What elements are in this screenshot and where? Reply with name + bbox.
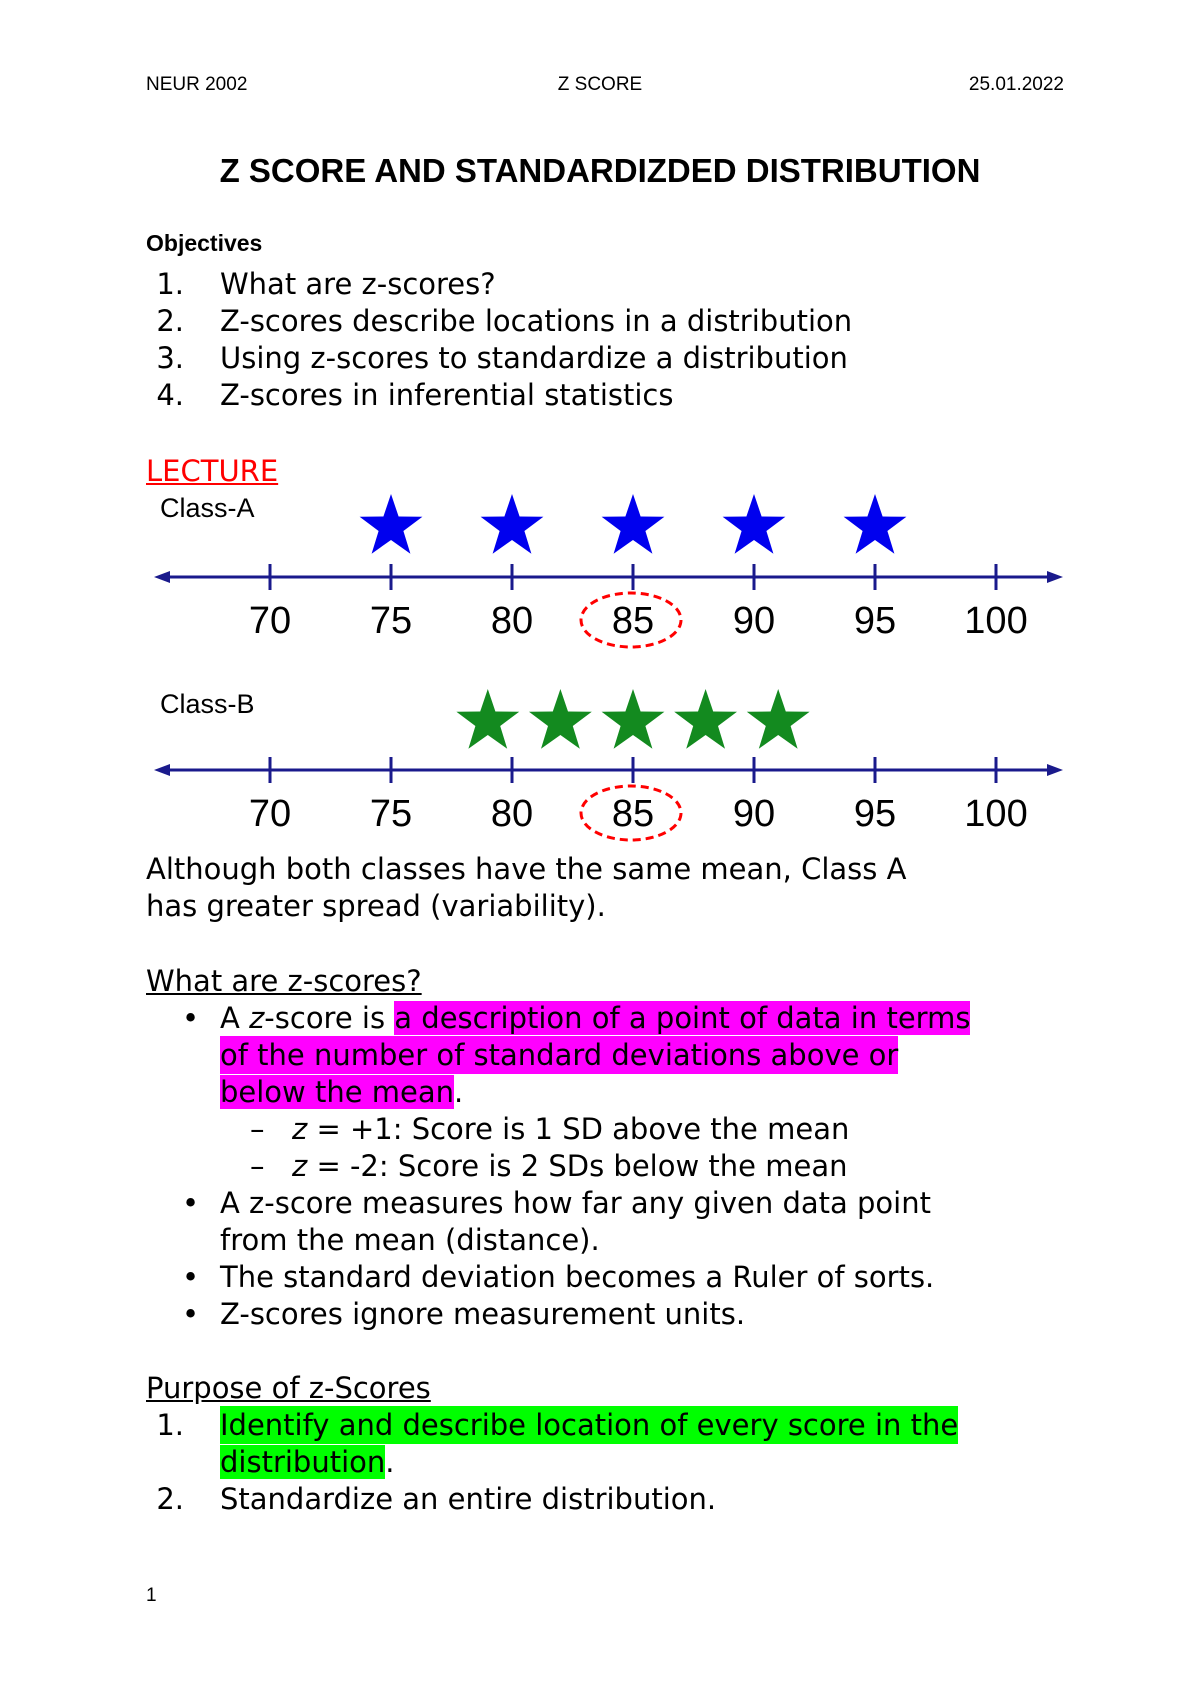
bullet-glyph: •	[182, 1186, 200, 1220]
tick-label: 95	[853, 793, 897, 835]
axis-arrow-right	[1047, 764, 1063, 776]
score-star-icon	[602, 494, 665, 554]
header-date: 25.01.2022	[968, 74, 1064, 95]
objective-number: 2.	[156, 304, 184, 338]
score-star-icon	[529, 689, 592, 749]
bullet-text: The standard deviation becomes a Ruler of sorts.	[220, 1260, 935, 1294]
tick-label: 100	[964, 793, 1028, 835]
tick-label: 85	[611, 793, 655, 835]
tick-label: 80	[490, 793, 534, 835]
zscores-heading: What are z-scores?	[146, 964, 422, 998]
highlighted-purpose: Identify and describe location of every score in the	[220, 1408, 959, 1442]
bullet-glyph: •	[182, 1001, 200, 1035]
bullet-text: from the mean (distance).	[220, 1223, 600, 1257]
bullet-text: -score is	[264, 1001, 395, 1035]
class-label: Class-A	[160, 493, 255, 523]
highlighted-definition: of the number of standard deviations above or	[220, 1038, 899, 1072]
tick-label: 85	[611, 600, 655, 642]
dash-glyph: –	[250, 1149, 265, 1183]
z-symbol: z	[292, 1112, 308, 1146]
sub-bullet-text: = -2: Score is 2 SDs below the mean	[307, 1149, 848, 1183]
purpose-heading: Purpose of z-Scores	[146, 1371, 431, 1405]
objective-text: Z-scores in inferential statistics	[220, 378, 674, 412]
highlighted-definition: a description of a point of data in terms	[394, 1001, 971, 1035]
objective-number: 3.	[156, 341, 184, 375]
purpose-text: .	[385, 1445, 395, 1479]
score-star-icon	[723, 494, 786, 554]
bullet-glyph: •	[182, 1297, 200, 1331]
score-star-icon	[456, 689, 519, 749]
highlighted-definition: below the mean	[220, 1075, 455, 1109]
tick-label: 70	[248, 600, 292, 642]
score-star-icon	[602, 689, 665, 749]
z-symbol: z	[249, 1001, 265, 1035]
objective-text: Using z-scores to standardize a distribution	[220, 341, 848, 375]
summary-line: Although both classes have the same mean, Class A	[146, 852, 907, 886]
objective-text: What are z-scores?	[220, 267, 496, 301]
purpose-number: 1.	[156, 1408, 184, 1442]
score-star-icon	[674, 689, 737, 749]
tick-label: 75	[369, 793, 413, 835]
summary-line: has greater spread (variability).	[146, 889, 606, 923]
score-star-icon	[360, 494, 423, 554]
bullet-text: A z-score measures how far any given data point	[220, 1186, 931, 1220]
purpose-number: 2.	[156, 1482, 184, 1516]
sub-bullet-text: = +1: Score is 1 SD above the mean	[307, 1112, 850, 1146]
page-number: 1	[146, 1585, 157, 1606]
class-label: Class-B	[160, 689, 255, 719]
axis-arrow-left	[154, 764, 170, 776]
tick-label: 90	[732, 600, 776, 642]
bullet-glyph: •	[182, 1260, 200, 1294]
dash-glyph: –	[250, 1112, 265, 1146]
header-topic: Z SCORE	[557, 74, 643, 95]
purpose-text: Standardize an entire distribution.	[220, 1482, 717, 1516]
document-title: Z SCORE AND STANDARDIZDED DISTRIBUTION	[219, 152, 981, 189]
z-symbol: z	[292, 1149, 308, 1183]
tick-label: 70	[248, 793, 292, 835]
objective-text: Z-scores describe locations in a distribution	[220, 304, 853, 338]
axis-arrow-right	[1047, 571, 1063, 583]
class-comparison-figure	[150, 490, 1070, 850]
objective-number: 1.	[156, 267, 184, 301]
bullet-text: Z-scores ignore measurement units.	[220, 1297, 746, 1331]
tick-label: 75	[369, 600, 413, 642]
axis-arrow-left	[154, 571, 170, 583]
tick-label: 95	[853, 600, 897, 642]
objectives-heading: Objectives	[146, 230, 263, 256]
score-star-icon	[481, 494, 544, 554]
tick-label: 90	[732, 793, 776, 835]
score-star-icon	[747, 689, 810, 749]
header-course-code: NEUR 2002	[146, 74, 248, 95]
bullet-text: A	[220, 1001, 250, 1035]
lecture-label: LECTURE	[146, 454, 279, 488]
score-star-icon	[844, 494, 907, 554]
tick-label: 80	[490, 600, 534, 642]
highlighted-purpose: distribution	[220, 1445, 386, 1479]
objective-number: 4.	[156, 378, 184, 412]
tick-label: 100	[964, 600, 1028, 642]
bullet-text: .	[454, 1075, 464, 1109]
